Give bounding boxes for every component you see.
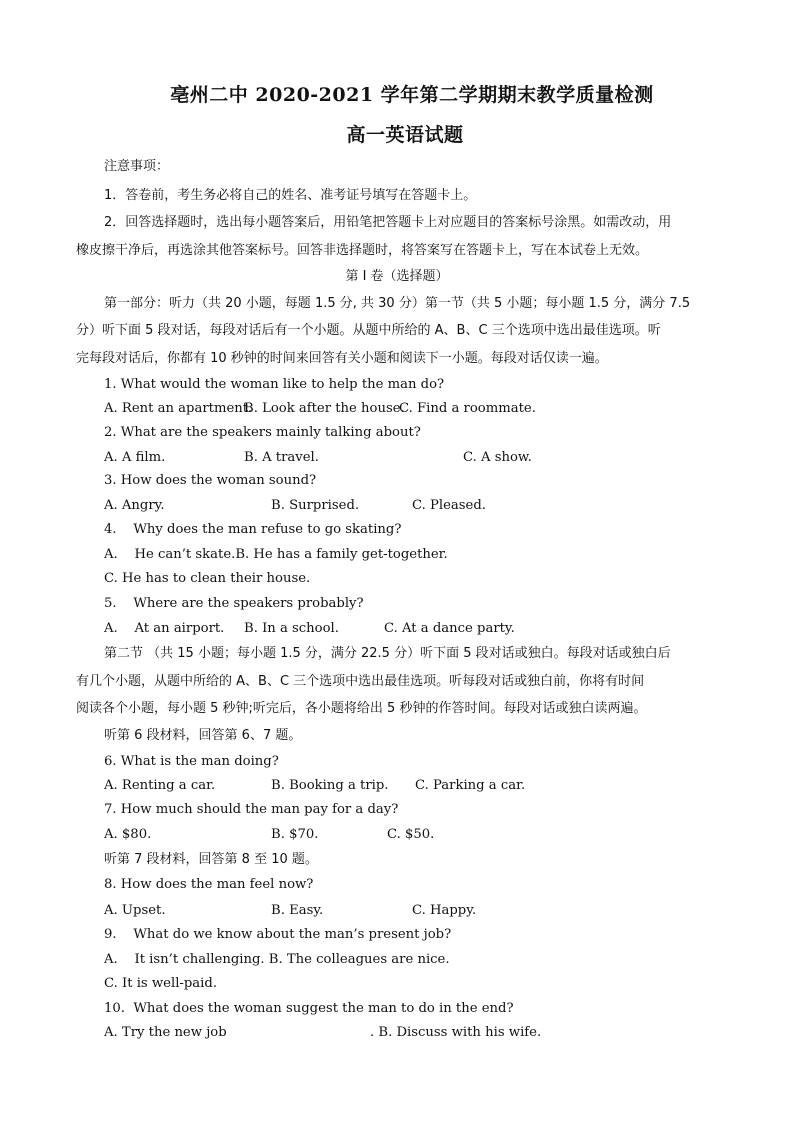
question-7-option-c: C. $50. [387, 827, 435, 842]
exam-subtitle: 高一英语试题 [346, 124, 464, 146]
notice-item-1: 1．答卷前，考生务必将自己的姓名、准考证号填写在答题卡上。 [104, 188, 477, 203]
question-4-option-c: C. He has to clean their house. [104, 571, 311, 586]
question-6: 6. What is the man doing? [104, 754, 279, 769]
question-3-option-b: B. Surprised. [271, 498, 360, 513]
question-1: 1. What would the woman like to help the man do? [104, 377, 445, 392]
question-1-option-b: B. Look after the house. [244, 401, 405, 416]
part1-line-1: 第一部分：听力（共 20 小题，每题 1.5 分, 共 30 分）第一节（共 5 小题；每小题 1.5 分，满分 7.5 [104, 296, 691, 311]
section2-line-2: 有几个小题，从题中所给的 A、B、C 三个选项中选出最佳选项。听每段对话或独白前，你将有时间 [76, 674, 645, 689]
question-2-option-c: C. A show. [463, 450, 532, 465]
section2-line-3: 阅读各个小题，每小题 5 秒钟;听完后，各小题将给出 5 秒钟的作答时间。每段对话或独白读两遍。 [76, 701, 647, 716]
question-9: 9. What do we know about the man’s present job? [104, 927, 452, 942]
volume-heading: 第 I 卷（选择题） [345, 269, 449, 284]
question-7-option-a: A. $80. [104, 827, 152, 842]
question-6-option-a: A. Renting a car. [104, 778, 216, 793]
part1-line-3: 完每段对话后，你都有 10 秒钟的时间来回答有关小题和阅读下一小题。每段对话仅读一遍。 [76, 351, 608, 366]
question-5: 5. Where are the speakers probably? [104, 596, 364, 611]
notice-item-2-line-1: 2．回答选择题时，选出每小题答案后，用铅笔把答题卡上对应题目的答案标号涂黑。如需改动，用 [104, 215, 672, 230]
question-5-option-b: B. In a school. [244, 621, 339, 636]
question-1-option-c: C. Find a roommate. [399, 401, 536, 416]
part1-line-2: 分）听下面 5 段对话，每段对话后有一个小题。从题中所给的 A、B、C 三个选项中选出最佳选项。听 [76, 323, 661, 338]
question-7-option-b: B. $70. [271, 827, 319, 842]
question-10-option-b: . B. Discuss with his wife. [370, 1025, 542, 1040]
question-5-option-a: A. At an airport. [104, 621, 225, 636]
notice-heading: 注意事项： [104, 159, 170, 174]
question-9-options-a-b: A. It isn’t challenging. B. The colleagues are nice. [104, 952, 450, 967]
question-8-option-b: B. Easy. [271, 903, 324, 918]
section2-line-1: 第二节 （共 15 小题；每小题 1.5 分，满分 22.5 分）听下面 5 段对话或独白。每段对话或独白后 [104, 646, 671, 661]
question-3-option-c: C. Pleased. [412, 498, 486, 513]
section2-instruction-6-7: 听第 6 段材料，回答第 6、7 题。 [104, 728, 302, 743]
notice-item-2-line-2: 橡皮擦干净后，再选涂其他答案标号。回答非选择题时，将答案写在答题卡上，写在本试卷上无效。 [76, 243, 649, 258]
question-4: 4. Why does the man refuse to go skating? [104, 522, 402, 537]
question-3: 3. How does the woman sound? [104, 473, 317, 488]
question-10: 10. What does the woman suggest the man to do in the end? [104, 1001, 514, 1016]
exam-title: 亳州二中 2020-2021 学年第二学期期末教学质量检测 [170, 84, 654, 106]
section2-instruction-8-10: 听第 7 段材料，回答第 8 至 10 题。 [104, 852, 318, 867]
question-6-option-b: B. Booking a trip. [271, 778, 389, 793]
question-8: 8. How does the man feel now? [104, 877, 314, 892]
question-8-option-c: C. Happy. [412, 903, 477, 918]
question-9-option-c: C. It is well-paid. [104, 976, 218, 991]
question-2-option-a: A. A film. [104, 450, 166, 465]
question-8-option-a: A. Upset. [104, 903, 166, 918]
question-4-options-a-b: A. He can’t skate.B. He has a family get-together. [104, 547, 448, 562]
question-3-option-a: A. Angry. [104, 498, 165, 513]
question-1-option-a: A. Rent an apartment. [104, 401, 253, 416]
question-7: 7. How much should the man pay for a day? [104, 802, 399, 817]
question-5-option-c: C. At a dance party. [384, 621, 515, 636]
question-2-option-b: B. A travel. [244, 450, 319, 465]
question-2: 2. What are the speakers mainly talking about? [104, 425, 421, 440]
question-6-option-c: C. Parking a car. [415, 778, 526, 793]
question-10-option-a: A. Try the new job [104, 1025, 227, 1040]
